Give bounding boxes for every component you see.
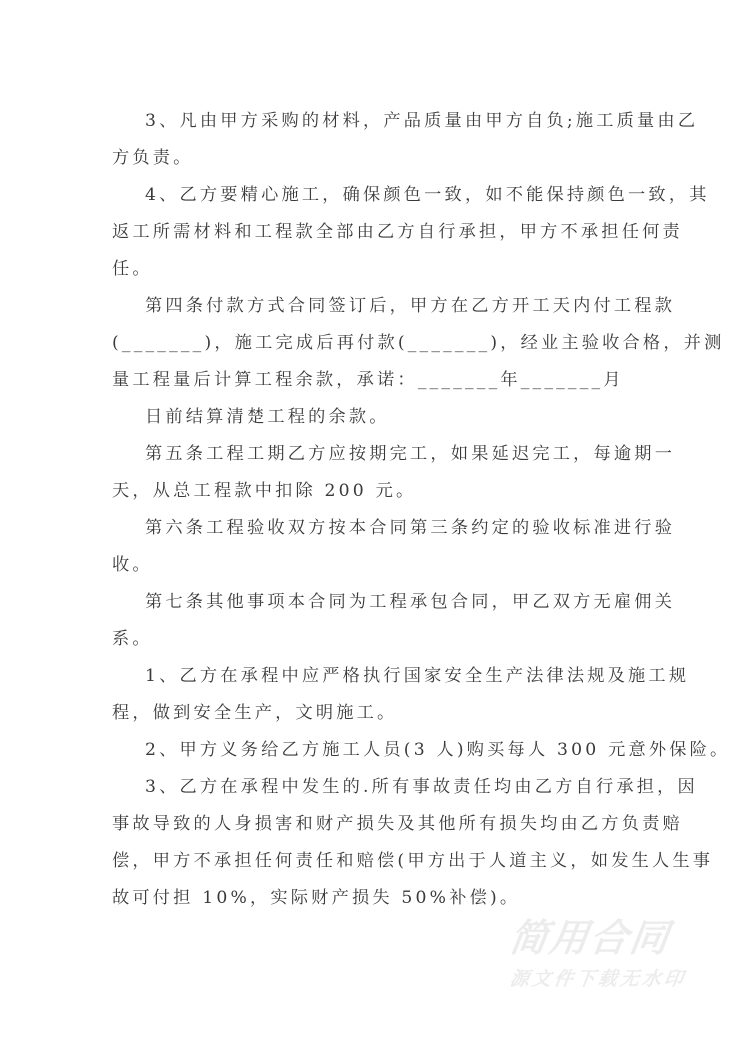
text-line: 任。 <box>112 259 153 279</box>
text-line: 事故导致的人身损害和财产损失及其他所有损失均由乙方负责赔 <box>112 814 683 834</box>
article-5-schedule <box>112 436 676 510</box>
watermark-title: 简用合同 <box>506 916 674 960</box>
clause-7-2-insurance <box>112 732 731 769</box>
text-line: (_______)，施工完成后再付款(_______)，经业主验收合格，并测 <box>112 333 725 353</box>
text-line: 方负责。 <box>112 148 194 168</box>
text-line: 程，做到安全生产，文明施工。 <box>112 703 398 723</box>
text-line: 量工程量后计算工程余款，承诺：_______年_______月 <box>112 370 624 390</box>
text-line: 1、乙方在承程中应严格执行国家安全生产法律法规及施工规 <box>145 666 690 686</box>
article-6-acceptance <box>112 510 676 584</box>
text-line: 故可付担 10%，实际财产损失 50%补偿)。 <box>112 888 521 908</box>
text-line: 3、凡由甲方采购的材料，产品质量由甲方自负;施工质量由乙 <box>145 111 699 131</box>
text-line: 2、甲方义务给乙方施工人员(3 人)购买每人 300 元意外保险。 <box>145 740 731 760</box>
clause-7-3-liability <box>112 769 714 917</box>
watermark <box>506 916 710 992</box>
text-line: 偿，甲方不承担任何责任和赔偿(甲方出于人道主义，如发生人生事 <box>112 851 714 871</box>
text-line: 系。 <box>112 629 153 649</box>
text-line: 3、乙方在承程中发生的.所有事故责任均由乙方自行承担，因 <box>145 777 698 797</box>
text-line: 收。 <box>112 555 153 575</box>
text-line: 第四条付款方式合同签订后，甲方在乙方开工天内付工程款 <box>145 296 676 316</box>
text-line: 4、乙方要精心施工，确保颜色一致，如不能保持颜色一致，其 <box>145 185 710 205</box>
text-line: 第七条其他事项本合同为工程承包合同，甲乙双方无雇佣关 <box>145 592 676 612</box>
article-4-payment <box>112 288 725 399</box>
text-line: 返工所需材料和工程款全部由乙方自行承担，甲方不承担任何责 <box>112 222 683 242</box>
clause-7-1-safety <box>112 658 690 732</box>
article-7-other <box>112 584 676 658</box>
text-line: 第六条工程验收双方按本合同第三条约定的验收标准进行验 <box>145 518 676 538</box>
clause-4-color-consistency <box>112 177 710 288</box>
text-line: 第五条工程工期乙方应按期完工，如果延迟完工，每逾期一 <box>145 444 676 464</box>
clause-3-material-quality <box>112 103 699 177</box>
text-line: 天，从总工程款中扣除 200 元。 <box>112 481 417 501</box>
article-4-payment-continued <box>112 399 622 436</box>
text-line: 日前结算清楚工程的余款。 <box>145 407 390 427</box>
document-body <box>112 103 731 917</box>
watermark-subtitle: 源文件下载无水印 <box>508 968 688 990</box>
